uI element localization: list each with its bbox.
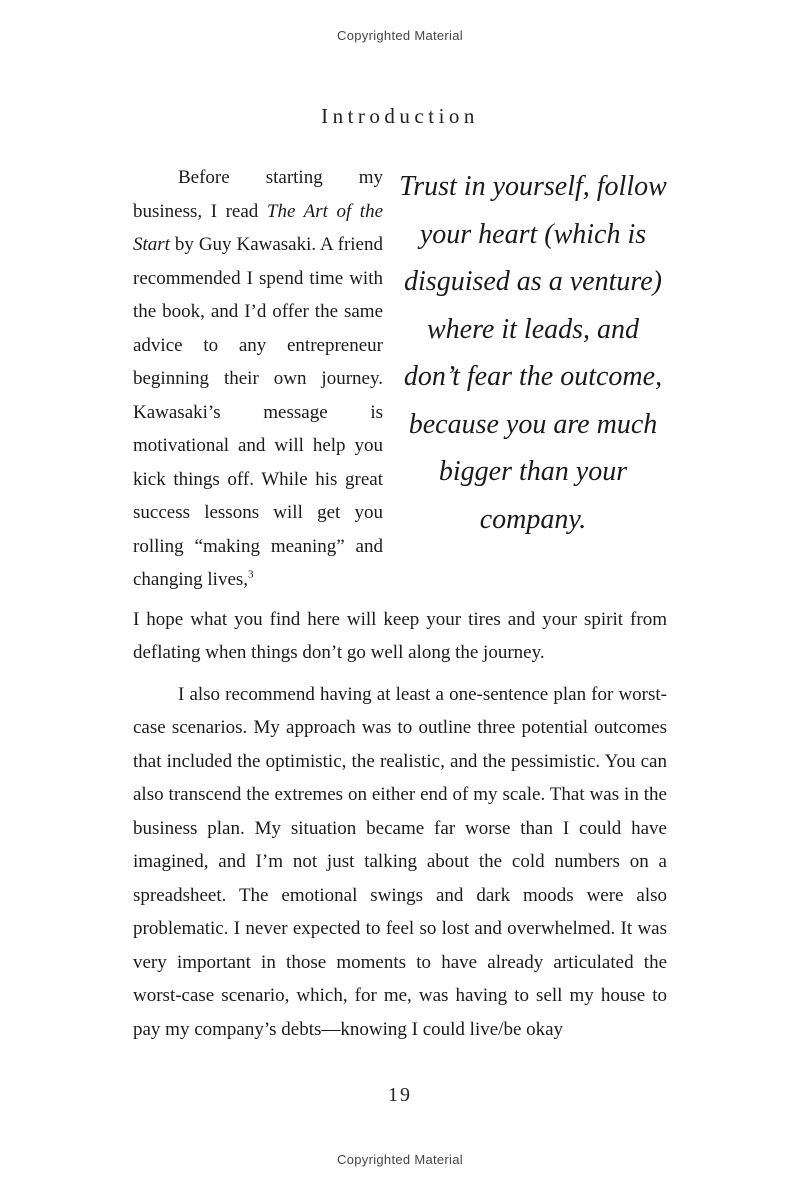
paragraph-1: [133, 161, 383, 597]
paragraph-with-pullquote: [133, 161, 667, 597]
paragraph-1-continuation: I hope what you find here will keep your tires and your spirit from deflating when things don’t go well along the journey.: [133, 608, 667, 663]
book-title-italic: The Art of the Start: [133, 200, 383, 255]
footnote-marker: 3: [248, 568, 254, 581]
p1-text-rest: by Guy Kawasaki. A friend recommended I spend time with the book, and I’d offer the same advice to any entrepreneur beginning their own journey. Kawasaki’s message is motivational and will help you kick things off. While his great success lessons will get you rolling “making meaning” and changing lives,: [133, 234, 383, 590]
paragraph-2: I also recommend having at least a one-sentence plan for worst-case scenarios. My approach was to outline three potential outcomes that included the optimistic, the realistic, and the pessimistic. You can also transcend the extremes on either end of my scale. That was in the business plan. My situation became far worse than I could have imagined, and I’m not just talking about the cold numbers on a spreadsheet. The emotional swings and dark moods were also problematic. I never expected to feel so lost and overwhelmed. It was very important in those moments to have already articulated the worst-case scenario, which, for me, was having to sell my house to pay my company’s debts—knowing I could live/be okay: [133, 683, 667, 1040]
page-number: 19: [388, 1084, 412, 1106]
pull-quote: Trust in yourself, follow your heart (which is disguised as a venture) where it leads, and don’t fear the outcome, because you are much bigger than your company.: [399, 171, 667, 535]
p1-text-start: Before starting my business, I read: [133, 167, 383, 222]
chapter-heading: Introduction: [321, 104, 479, 128]
copyright-notice-bottom: Copyrighted Material: [337, 1152, 463, 1167]
copyright-notice-top: Copyrighted Material: [337, 28, 463, 43]
